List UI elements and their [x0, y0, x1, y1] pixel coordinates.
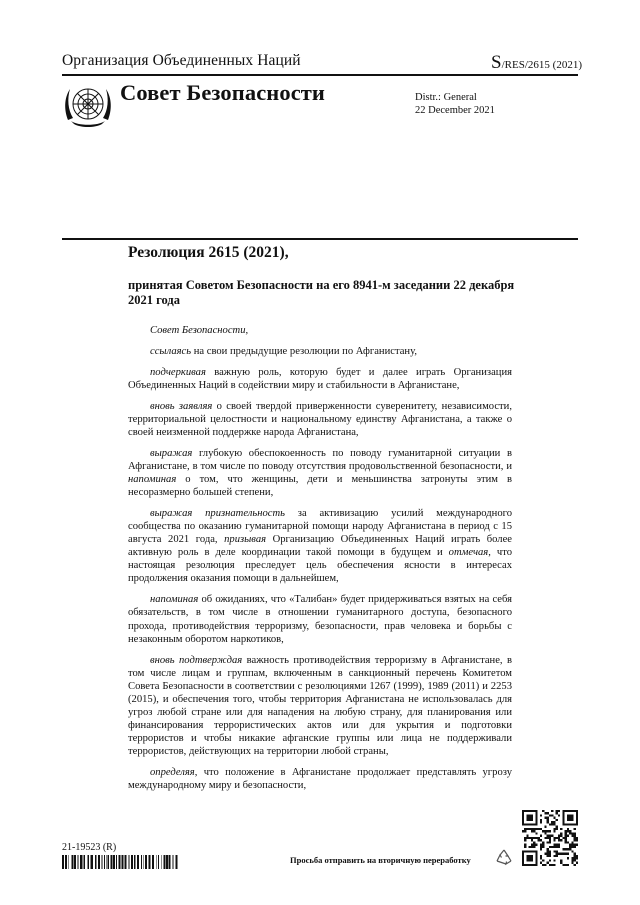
preamble-paragraph [128, 324, 512, 337]
barcode-icon [62, 855, 178, 869]
preamble-paragraph [128, 593, 512, 645]
preamble-paragraph [128, 345, 512, 358]
organization-name: Организация Объединенных Наций [62, 52, 301, 69]
title-rule [62, 238, 578, 240]
preamble-paragraph [128, 400, 512, 439]
paragraph-lead: напоминая [150, 594, 199, 606]
preamble-paragraph [128, 766, 512, 792]
distribution: Distr.: General [415, 92, 477, 103]
document-symbol [491, 52, 582, 74]
distribution-block [415, 92, 495, 117]
resolution-title: Резолюция 2615 (2021), [128, 244, 289, 261]
paragraph-text: , что положение в Афганистане продолжает представлять угрозу международному миру и безопасности, [128, 767, 512, 792]
paragraph-lead-3: отмечая [448, 547, 489, 559]
paragraph-lead: Совет Безопасности, [150, 325, 249, 336]
un-emblem-icon [62, 82, 114, 130]
paragraph-lead: выражая признательность [150, 508, 285, 520]
paragraph-lead: подчеркивая [150, 366, 206, 378]
paragraph-lead-2: призывая [224, 534, 267, 546]
paragraph-lead: вновь подтверждая [150, 654, 243, 666]
council-name: Совет Безопасности [120, 80, 325, 105]
paragraph-lead: ссылаясь [150, 345, 192, 357]
preamble-paragraph [128, 654, 512, 759]
paragraph-lead-2: напоминая [128, 474, 177, 486]
preamble-body [128, 324, 512, 800]
paragraph-text-3: , что настоящая резолюция преследует цель обеспечения ясности в интересах продолжения оказания помощи в дальнейшем, [128, 547, 512, 585]
paragraph-text: за активизацию усилий международного сообщества по оказанию гуманитарной помощи народу Афганистана в период с 15 августа 2021 года, [128, 508, 512, 546]
paragraph-lead: вновь заявляя [150, 400, 213, 412]
preamble-paragraph [128, 366, 512, 392]
paragraph-text: о своей твердой приверженности суверенитету, независимости, территориальной целостности и национальному единству Афганистана, а также о своей неизменной поддержке народа Афганистана, [128, 400, 512, 438]
paragraph-text: на свои предыдущие резолюции по Афганистану, [191, 345, 417, 357]
header-rule [62, 74, 578, 76]
recycle-note: Просьба отправить на вторичную переработку [290, 855, 471, 865]
recycle-icon [494, 848, 514, 866]
paragraph-text: глубокую обеспокоенность по поводу гуманитарной ситуации в Афганистане, в том числе по поводу отсутствия продовольственной безопасности, и [128, 447, 512, 472]
resolution-subtitle: принятая Советом Безопасности на его 8941-м заседании 22 декабря 2021 года [128, 278, 515, 307]
paragraph-lead: определяя [150, 767, 195, 779]
symbol-rest: /RES/2615 (2021) [501, 59, 582, 71]
preamble-paragraph [128, 507, 512, 586]
document-number: 21-19523 (R) [62, 842, 117, 853]
paragraph-text: об ожиданиях, что «Талибан» будет придерживаться взятых на себя обязательств, в том числе в отношении гуманитарного доступа, безопасного прохода, противодействия терроризму, безопасности, прав человека и борьбы с незаконным оборотом наркотиков, [128, 594, 512, 645]
paragraph-lead: выражая [150, 447, 193, 459]
symbol-prefix: S [491, 52, 502, 73]
document-date: 22 December 2021 [415, 104, 495, 116]
paragraph-text-2: о том, что женщины, дети и меньшинства затронуты этим в несоразмерно большей степени, [128, 474, 512, 499]
paragraph-text: важную роль, которую будет и далее играть Организация Объединенных Наций в содействии миру и стабильности в Афганистане, [128, 366, 512, 391]
paragraph-text: важность противодействия терроризму в Афганистане, в том числе лицам и группам, включенным в санкционный перечень Комитетом Совета Безопасности в соответствии с резолюциями 1267 (1999), 1989 (2011) и 2253 (2015), и обеспечения того, чтобы территория Афганистана не использовалась для угроз любой стране или для нападения на любую страну, для планирования или финансирования террористических актов или для укрытия и подготовки террористов и чтобы никакие афганские группы или лица не поддерживали террористов, действующих на территории любой страны, [128, 654, 512, 758]
preamble-paragraph [128, 447, 512, 499]
paragraph-text-2: Организацию Объединенных Наций играть более активную роль в деле координации такой помощи в будущем и [128, 534, 512, 559]
qr-code-icon [522, 810, 578, 866]
